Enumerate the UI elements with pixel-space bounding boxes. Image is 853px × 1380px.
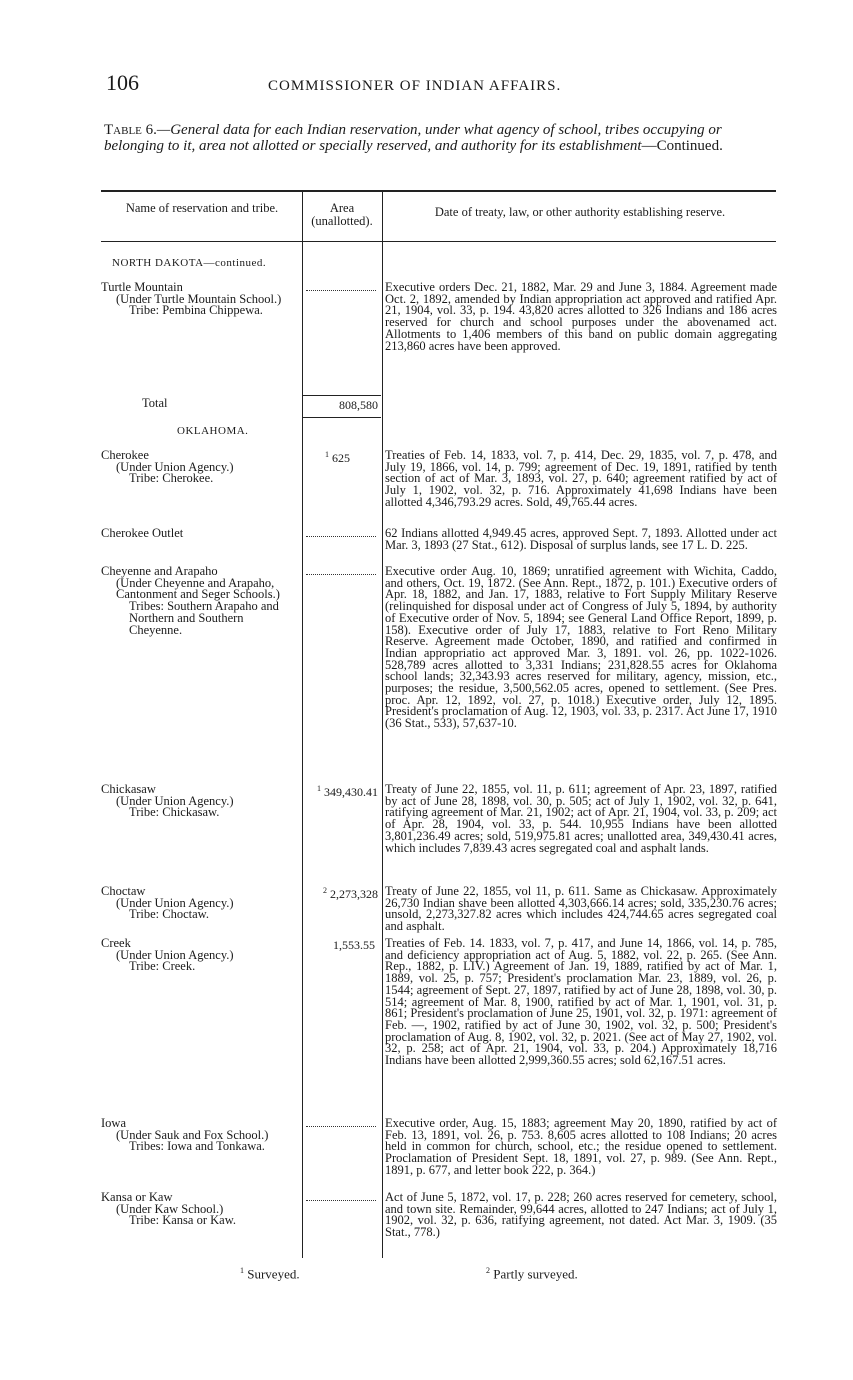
area-leader [306, 574, 376, 575]
section-oklahoma: OKLAHOMA. [177, 425, 249, 437]
header-bottom-rule [101, 241, 776, 242]
area-chickasaw: $^1$ 349,430.41 [317, 784, 378, 799]
caption-suffix: —Continued. [641, 138, 723, 154]
reservation-name-turtle-mountain: Turtle Mountain (Under Turtle Mountain School.) Tribe: Pembina Chippewa. [101, 280, 282, 318]
total-label: Total [142, 396, 168, 410]
area-leader [306, 536, 376, 537]
authority-choctaw: Treaty of June 22, 1855, vol 11, p. 611. Same as Chickasaw. Approximately 26,730 Indian shave been allotted 4,303,666.14 acres; sold, 335,230.76 acres; unsold, 2,273,327.82 acres which includes 424,744.65 acres segregated coal and asphalt. [385, 884, 777, 934]
total-bottom-rule [303, 417, 381, 418]
column-header-area: Area (unallotted). [311, 201, 373, 228]
area-cherokee: $^1$ 625 [325, 450, 350, 465]
footnote-1: $^1$ Surveyed. [240, 1266, 300, 1282]
area-leader [306, 1126, 376, 1127]
table-caption [104, 122, 780, 154]
table-top-rule [101, 190, 776, 192]
column-divider-2 [382, 192, 383, 1258]
authority-turtle-mountain: Executive orders Dec. 21, 1882, Mar. 29 and June 3, 1884. Agreement made Oct. 2, 1892, amended by Indian appropriation act approved and ratified Apr. 21, 1904, vol. 33, p. 194. 43,820 acres allotted to 326 Indians and 186 acres reserved for church and school purposes under the abovenamed act. Allotments to 1,406 members of this band on public domain aggregating 213,860 acres have been approved. [385, 280, 777, 353]
area-leader [306, 1200, 376, 1201]
reservation-name-creek: Creek (Under Union Agency.) Tribe: Creek. [101, 936, 234, 974]
authority-kansa-kaw: Act of June 5, 1872, vol. 17, p. 228; 260 acres reserved for cemetery, school, and town site. Remainder, 99,644 acres, allotted to 247 Indians; act of July 1, 1902, vol. 32, p. 636, ratifying agreement, not dated. Act Mar. 3, 1909. (35 Stat., 778.) [385, 1190, 777, 1240]
reservation-name-iowa: Iowa (Under Sauk and Fox School.) Tribes: Iowa and Tonkawa. [101, 1116, 269, 1154]
column-header-authority: Date of treaty, law, or other authority establishing reserve. [434, 205, 726, 219]
section-north-dakota: NORTH DAKOTA—continued. [112, 257, 267, 269]
reservation-name-kansa-kaw: Kansa or Kaw (Under Kaw School.) Tribe: Kansa or Kaw. [101, 1190, 237, 1228]
authority-iowa: Executive order, Aug. 15, 1883; agreement May 20, 1890, ratified by act of Feb. 13, 1891, vol. 26, p. 753. 8,605 acres allotted to 108 Indians; 20 acres held in common for church, school, etc.; the residue opened to settlement. Proclamation of President Sept. 18, 1891, vol. 27, p. 989. (See Ann. Rept., 1891, p. 677, and letter book 222, p. 364.) [385, 1116, 777, 1177]
authority-cheyenne-arapaho: Executive order Aug. 10, 1869; unratified agreement with Wichita, Caddo, and others, Oct. 19, 1872. (See Ann. Rept., 1872, p. 101.) Executive orders of Apr. 18, 1882, and Jan. 17, 1883, relative to Fort Supply Military Reserve (relinquished for disposal under act of Congress of July 5, 1894, by authority of Executive order of Nov. 5, 1894; see General Land Office Report, 1899, p. 158). Executive order of July 17, 1883, relative to Fort Reno Military Reserve. Agreement made October, 1890, and ratified and confirmed in Indian appropriatio act approved Mar. 3, 1891. vol. 26, pp. 1022-1026. 528,789 acres allotted to 3,331 Indians; 231,828.55 acres for Oklahoma school lands; 32,343.93 acres reserved for military, agency, mission, etc., purposes; the residue, 3,500,562.05 acres, opened to settlement. (See Pres. proc. Apr. 12, 1892, vol. 27, p. 1018.) Executive order, July 12, 1895. President's proclamation of Aug. 12, 1903, vol. 33, p. 2317. Act June 17, 1910 (36 Stat., 533), 57,637-10. [385, 564, 777, 731]
page-number: 106 [106, 70, 139, 95]
area-creek: 1,553.55 [333, 938, 375, 952]
reservation-name-cheyenne-arapaho: Cheyenne and Arapaho (Under Cheyenne and Arapaho, Cantonment and Seger Schools.) Tribes: Southern Arapaho and Northern and Southern Cheyenne. [101, 564, 280, 637]
reservation-name-choctaw: Choctaw (Under Union Agency.) Tribe: Choctaw. [101, 884, 234, 922]
authority-chickasaw: Treaty of June 22, 1855, vol. 11, p. 611; agreement of Apr. 23, 1897, ratified by act of June 28, 1898, vol. 30, p. 505; act of July 1, 1902, vol. 32, p. 641, ratifying agreement of Mar. 21, 1902; act of Apr. 21, 1904, vol. 33, p. 209; act of Apr. 28, 1904, vol. 33, p. 544. 10,955 Indians have been allotted 3,801,236.49 acres; sold, 519,975.81 acres; unallotted area, 349,430.41 acres, which includes 7,839.43 acres segregated coal and asphalt lands. [385, 782, 777, 855]
footnote-2: $^2$ Partly surveyed. [486, 1266, 578, 1282]
total-rule [303, 395, 381, 396]
reservation-name-cherokee: Cherokee (Under Union Agency.) Tribe: Cherokee. [101, 448, 234, 486]
caption-title: —General data for each Indian reservation, under what agency of school, tribes occupying or belonging to it, area not allotted or specially reserved, and authority for its establishment [104, 122, 722, 154]
column-divider-1 [302, 192, 303, 1258]
caption-label: Table 6. [104, 122, 157, 138]
running-head: COMMISSIONER OF INDIAN AFFAIRS. [268, 78, 562, 94]
reservation-name-chickasaw: Chickasaw (Under Union Agency.) Tribe: Chickasaw. [101, 782, 234, 820]
authority-cherokee-outlet: 62 Indians allotted 4,949.45 acres, approved Sept. 7, 1893. Allotted under act Mar. 3, 1893 (27 Stat., 612). Disposal of surplus lands, see 17 L. D. 225. [385, 526, 777, 552]
authority-creek: Treaties of Feb. 14. 1833, vol. 7, p. 417, and June 14, 1866, vol. 14, p. 785, and deficiency appropriation act of Aug. 5, 1882, vol. 22, p. 265. (See Ann. Rep., 1882, p. LIV.) Agreement of Jan. 19, 1889, ratified by act of Mar. 1, 1889, vol. 25, p. 757; President's proclamation Mar. 23, 1889, vol. 26, p. 1544; agreement of Sept. 27, 1897, ratified by act of June 28, 1898, vol. 30, p. 514; agreement of Mar. 8, 1900, ratified by act of Mar. 1, 1901, vol. 31, p. 861; President's proclamation of June 25, 1901, vol. 32, p. 1971: agreement of Feb. —, 1902, ratified by act of June 30, 1902, vol. 32, p. 500; President's proclamation of Aug. 8, 1902, vol. 32, p. 2021. (See act of May 27, 1902, vol. 32, p. 258; act of Apr. 21, 1904, vol. 33, p. 204.) Approximately 18,716 Indians have been allotted 2,999,360.55 acres; sold 62,167.51 acres. [385, 936, 777, 1068]
area-choctaw: $^2$ 2,273,328 [323, 886, 378, 901]
total-area: 808,580 [339, 398, 378, 412]
reservation-name-cherokee-outlet: Cherokee Outlet [101, 526, 184, 540]
area-leader [306, 290, 376, 291]
authority-cherokee: Treaties of Feb. 14, 1833, vol. 7, p. 414, Dec. 29, 1835, vol. 7, p. 478, and July 19, 1866, vol. 14, p. 799; agreement of Dec. 19, 1891, ratified by tenth section of act of Mar. 3, 1893, vol. 27, p. 640; agreement ratified by act of July 1, 1902, vol. 32, p. 716. Approximately 41,698 Indians have been allotted 4,346,793.29 acres. Sold, 49,765.44 acres. [385, 448, 777, 509]
column-header-name: Name of reservation and tribe. [125, 201, 279, 215]
